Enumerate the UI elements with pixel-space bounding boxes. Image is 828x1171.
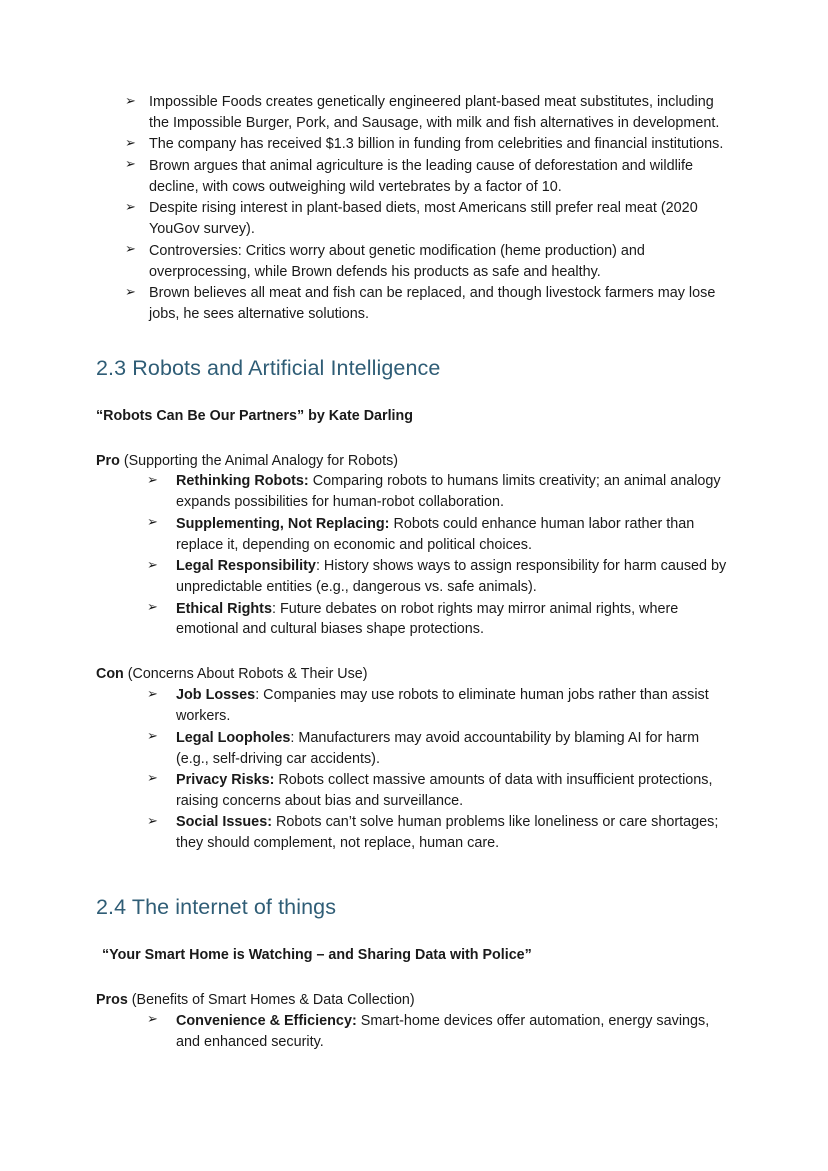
- list-item: [147, 1011, 732, 1053]
- list-item-text: Robots can’t solve human problems like loneliness or care shortages; they should complement, not replace, human care.: [176, 814, 719, 852]
- pro-bullet-list-robots: [96, 471, 732, 640]
- arrow-bullet-icon: ➢: [125, 93, 136, 109]
- arrow-bullet-icon: ➢: [125, 199, 136, 215]
- list-item-text: : Manufacturers may avoid accountability by blaming AI for harm (e.g., self-driving car accidents).: [176, 729, 700, 767]
- list-item-text: Comparing robots to humans limits creativity; an animal analogy expands possibilities for human-robot collaboration.: [176, 473, 721, 511]
- arrow-bullet-icon: ➢: [147, 813, 158, 829]
- arrow-bullet-icon: ➢: [147, 600, 158, 616]
- list-item-lead: Privacy Risks:: [176, 771, 275, 788]
- list-item-text: Robots could enhance human labor rather than replace it, depending on economic and political choices.: [176, 515, 695, 553]
- heading-2-3: 2.3 Robots and Artificial Intelligence: [96, 355, 441, 380]
- list-item-text: : History shows ways to assign responsibility for harm caused by unpredictable entities (e.g., dangerous vs. safe animals).: [176, 558, 727, 596]
- pros-bullet-list-iot: [96, 1011, 732, 1053]
- list-item-lead: Convenience & Efficiency:: [176, 1012, 357, 1029]
- list-item: [147, 556, 732, 598]
- list-item-text: Impossible Foods creates genetically engineered plant-based meat substitutes, including the Impossible Burger, Pork, and Sausage, with milk and fish alternatives in development.: [149, 94, 720, 131]
- pro-label-strong: Pro: [96, 452, 120, 469]
- intro-bullet-list: [96, 92, 732, 325]
- list-item-text: Brown believes all meat and fish can be replaced, and though livestock farmers may lose jobs, he sees alternative solutions.: [149, 285, 716, 323]
- list-item-text: Controversies: Critics worry about genetic modification (heme production) and overprocessing, while Brown defends his products as safe and healthy.: [149, 242, 645, 280]
- con-label-strong: Con: [96, 666, 124, 683]
- list-item: [147, 812, 732, 854]
- arrow-bullet-icon: ➢: [147, 472, 158, 488]
- list-item-text: Despite rising interest in plant-based diets, most Americans still prefer real meat (2020 YouGov survey).: [149, 200, 698, 238]
- pros-label-iot: [96, 990, 732, 1011]
- list-item-lead: Legal Loopholes: [176, 729, 291, 746]
- list-item-text: Brown argues that animal agriculture is the leading cause of deforestation and wildlife decline, with cows outweighing wild vertebrates by a factor of 10.: [149, 157, 693, 195]
- list-item: [125, 156, 732, 198]
- pros-label-strong: Pros: [96, 991, 128, 1008]
- pro-label-robots: [96, 451, 732, 472]
- list-item: [147, 685, 732, 727]
- list-item-text: The company has received $1.3 billion in funding from celebrities and financial institutions.: [149, 136, 724, 153]
- con-label-robots: [96, 664, 732, 685]
- arrow-bullet-icon: ➢: [125, 242, 136, 258]
- list-item: [147, 728, 732, 770]
- list-item: [125, 134, 732, 155]
- source-title-robots: “Robots Can Be Our Partners” by Kate Darling: [96, 407, 413, 424]
- arrow-bullet-icon: ➢: [147, 729, 158, 745]
- list-item: [125, 241, 732, 283]
- arrow-bullet-icon: ➢: [147, 557, 158, 573]
- list-item-text: : Companies may use robots to eliminate human jobs rather than assist workers.: [176, 687, 709, 725]
- list-item-lead: Social Issues:: [176, 814, 272, 831]
- list-item: [147, 599, 732, 641]
- list-item: [125, 283, 732, 325]
- list-item: [125, 198, 732, 240]
- pros-label-qualifier: (Benefits of Smart Homes & Data Collection): [127, 991, 415, 1008]
- arrow-bullet-icon: ➢: [125, 135, 136, 151]
- list-item-text: Smart-home devices offer automation, energy savings, and enhanced security.: [176, 1012, 710, 1050]
- list-item-lead: Rethinking Robots:: [176, 473, 309, 490]
- list-item-lead: Legal Responsibility: [176, 558, 316, 575]
- arrow-bullet-icon: ➢: [147, 1012, 158, 1028]
- list-item-text: : Future debates on robot rights may mirror animal rights, where emotional and cultural biases shape protections.: [176, 600, 679, 638]
- arrow-bullet-icon: ➢: [147, 515, 158, 531]
- list-item: [147, 770, 732, 812]
- list-item-lead: Ethical Rights: [176, 600, 272, 617]
- list-item-text: Robots collect massive amounts of data with insufficient protections, raising concerns about bias and surveillance.: [176, 771, 713, 809]
- list-item-lead: Job Losses: [176, 687, 256, 704]
- list-item-lead: Supplementing, Not Replacing:: [176, 515, 390, 532]
- list-item: [147, 471, 732, 513]
- heading-2-4: 2.4 The internet of things: [96, 895, 337, 920]
- arrow-bullet-icon: ➢: [125, 157, 136, 173]
- arrow-bullet-icon: ➢: [125, 284, 136, 300]
- list-item: [125, 92, 732, 134]
- arrow-bullet-icon: ➢: [147, 771, 158, 787]
- pro-label-qualifier: (Supporting the Animal Analogy for Robots): [119, 452, 398, 469]
- con-label-qualifier: (Concerns About Robots & Their Use): [123, 666, 368, 683]
- list-item: [147, 514, 732, 556]
- source-title-smart-home: “Your Smart Home is Watching – and Sharing Data with Police”: [102, 947, 532, 964]
- arrow-bullet-icon: ➢: [147, 686, 158, 702]
- con-bullet-list-robots: [96, 685, 732, 854]
